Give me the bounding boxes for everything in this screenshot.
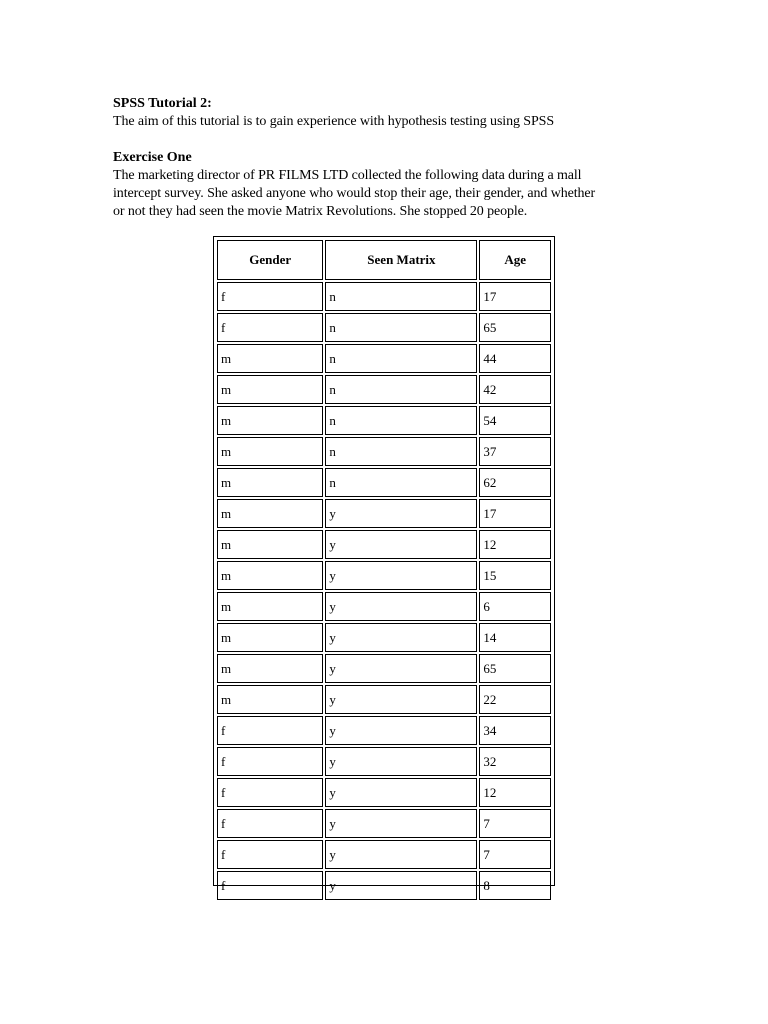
table-row	[217, 592, 551, 621]
cell-gender: m	[217, 468, 323, 497]
table-row	[217, 747, 551, 776]
cell-gender: m	[217, 685, 323, 714]
table-row	[217, 623, 551, 652]
table-row	[217, 437, 551, 466]
cell-age: 65	[479, 313, 551, 342]
table-row	[217, 375, 551, 404]
cell-age: 15	[479, 561, 551, 590]
description-line: or not they had seen the movie Matrix Revolutions. She stopped 20 people.	[113, 204, 528, 219]
cell-gender: m	[217, 499, 323, 528]
cell-gender: f	[217, 778, 323, 807]
cell-seen-matrix: n	[325, 437, 477, 466]
cell-seen-matrix: n	[325, 344, 477, 373]
cell-seen-matrix: y	[325, 561, 477, 590]
header-age: Age	[479, 240, 551, 280]
survey-data-table	[215, 238, 553, 902]
table-row	[217, 468, 551, 497]
table-row	[217, 530, 551, 559]
cell-seen-matrix: n	[325, 313, 477, 342]
cell-gender: f	[217, 871, 323, 900]
table-row	[217, 654, 551, 683]
table-row	[217, 871, 551, 900]
cell-seen-matrix: y	[325, 499, 477, 528]
table-row	[217, 716, 551, 745]
cell-seen-matrix: n	[325, 468, 477, 497]
table-body	[217, 282, 551, 900]
cell-seen-matrix: y	[325, 685, 477, 714]
cell-seen-matrix: n	[325, 406, 477, 435]
exercise-heading: Exercise One	[113, 150, 192, 165]
table-row	[217, 840, 551, 869]
table-row	[217, 778, 551, 807]
header-gender: Gender	[217, 240, 323, 280]
cell-gender: f	[217, 747, 323, 776]
cell-gender: m	[217, 375, 323, 404]
cell-gender: f	[217, 313, 323, 342]
cell-gender: f	[217, 282, 323, 311]
cell-seen-matrix: y	[325, 840, 477, 869]
description-line: intercept survey. She asked anyone who would stop their age, their gender, and whether	[113, 186, 596, 201]
table-row	[217, 344, 551, 373]
cell-gender: m	[217, 654, 323, 683]
cell-age: 7	[479, 840, 551, 869]
cell-age: 62	[479, 468, 551, 497]
cell-age: 17	[479, 499, 551, 528]
survey-table-frame	[213, 236, 555, 893]
cell-gender: m	[217, 530, 323, 559]
cell-age: 17	[479, 282, 551, 311]
cell-age: 65	[479, 654, 551, 683]
cell-age: 37	[479, 437, 551, 466]
table-header-row	[217, 240, 551, 280]
cell-age: 32	[479, 747, 551, 776]
cell-seen-matrix: y	[325, 809, 477, 838]
document-title: SPSS Tutorial 2:	[113, 96, 212, 111]
cell-gender: m	[217, 437, 323, 466]
table-row	[217, 499, 551, 528]
cell-age: 44	[479, 344, 551, 373]
cell-seen-matrix: y	[325, 871, 477, 900]
cell-gender: m	[217, 561, 323, 590]
exercise-description	[113, 167, 673, 221]
cell-gender: m	[217, 344, 323, 373]
cell-age: 12	[479, 530, 551, 559]
cell-seen-matrix: n	[325, 375, 477, 404]
aim-statement: The aim of this tutorial is to gain experience with hypothesis testing using SPSS	[113, 114, 555, 129]
description-line: The marketing director of PR FILMS LTD collected the following data during a mall	[113, 168, 582, 183]
cell-gender: f	[217, 716, 323, 745]
cell-age: 54	[479, 406, 551, 435]
cell-age: 14	[479, 623, 551, 652]
table-row	[217, 282, 551, 311]
cell-gender: m	[217, 592, 323, 621]
cell-seen-matrix: y	[325, 778, 477, 807]
table-row	[217, 561, 551, 590]
cell-age: 7	[479, 809, 551, 838]
document-body	[113, 95, 673, 221]
cell-gender: m	[217, 623, 323, 652]
cell-seen-matrix: y	[325, 747, 477, 776]
table-row	[217, 685, 551, 714]
cell-gender: m	[217, 406, 323, 435]
header-seen-matrix: Seen Matrix	[325, 240, 477, 280]
cell-seen-matrix: y	[325, 623, 477, 652]
cell-age: 42	[479, 375, 551, 404]
cell-seen-matrix: y	[325, 530, 477, 559]
cell-age: 34	[479, 716, 551, 745]
cell-age: 8	[479, 871, 551, 900]
cell-gender: f	[217, 809, 323, 838]
table-row	[217, 809, 551, 838]
cell-seen-matrix: y	[325, 716, 477, 745]
cell-age: 12	[479, 778, 551, 807]
cell-seen-matrix: y	[325, 654, 477, 683]
cell-seen-matrix: n	[325, 282, 477, 311]
cell-age: 22	[479, 685, 551, 714]
table-row	[217, 313, 551, 342]
cell-seen-matrix: y	[325, 592, 477, 621]
table-row	[217, 406, 551, 435]
cell-gender: f	[217, 840, 323, 869]
cell-age: 6	[479, 592, 551, 621]
